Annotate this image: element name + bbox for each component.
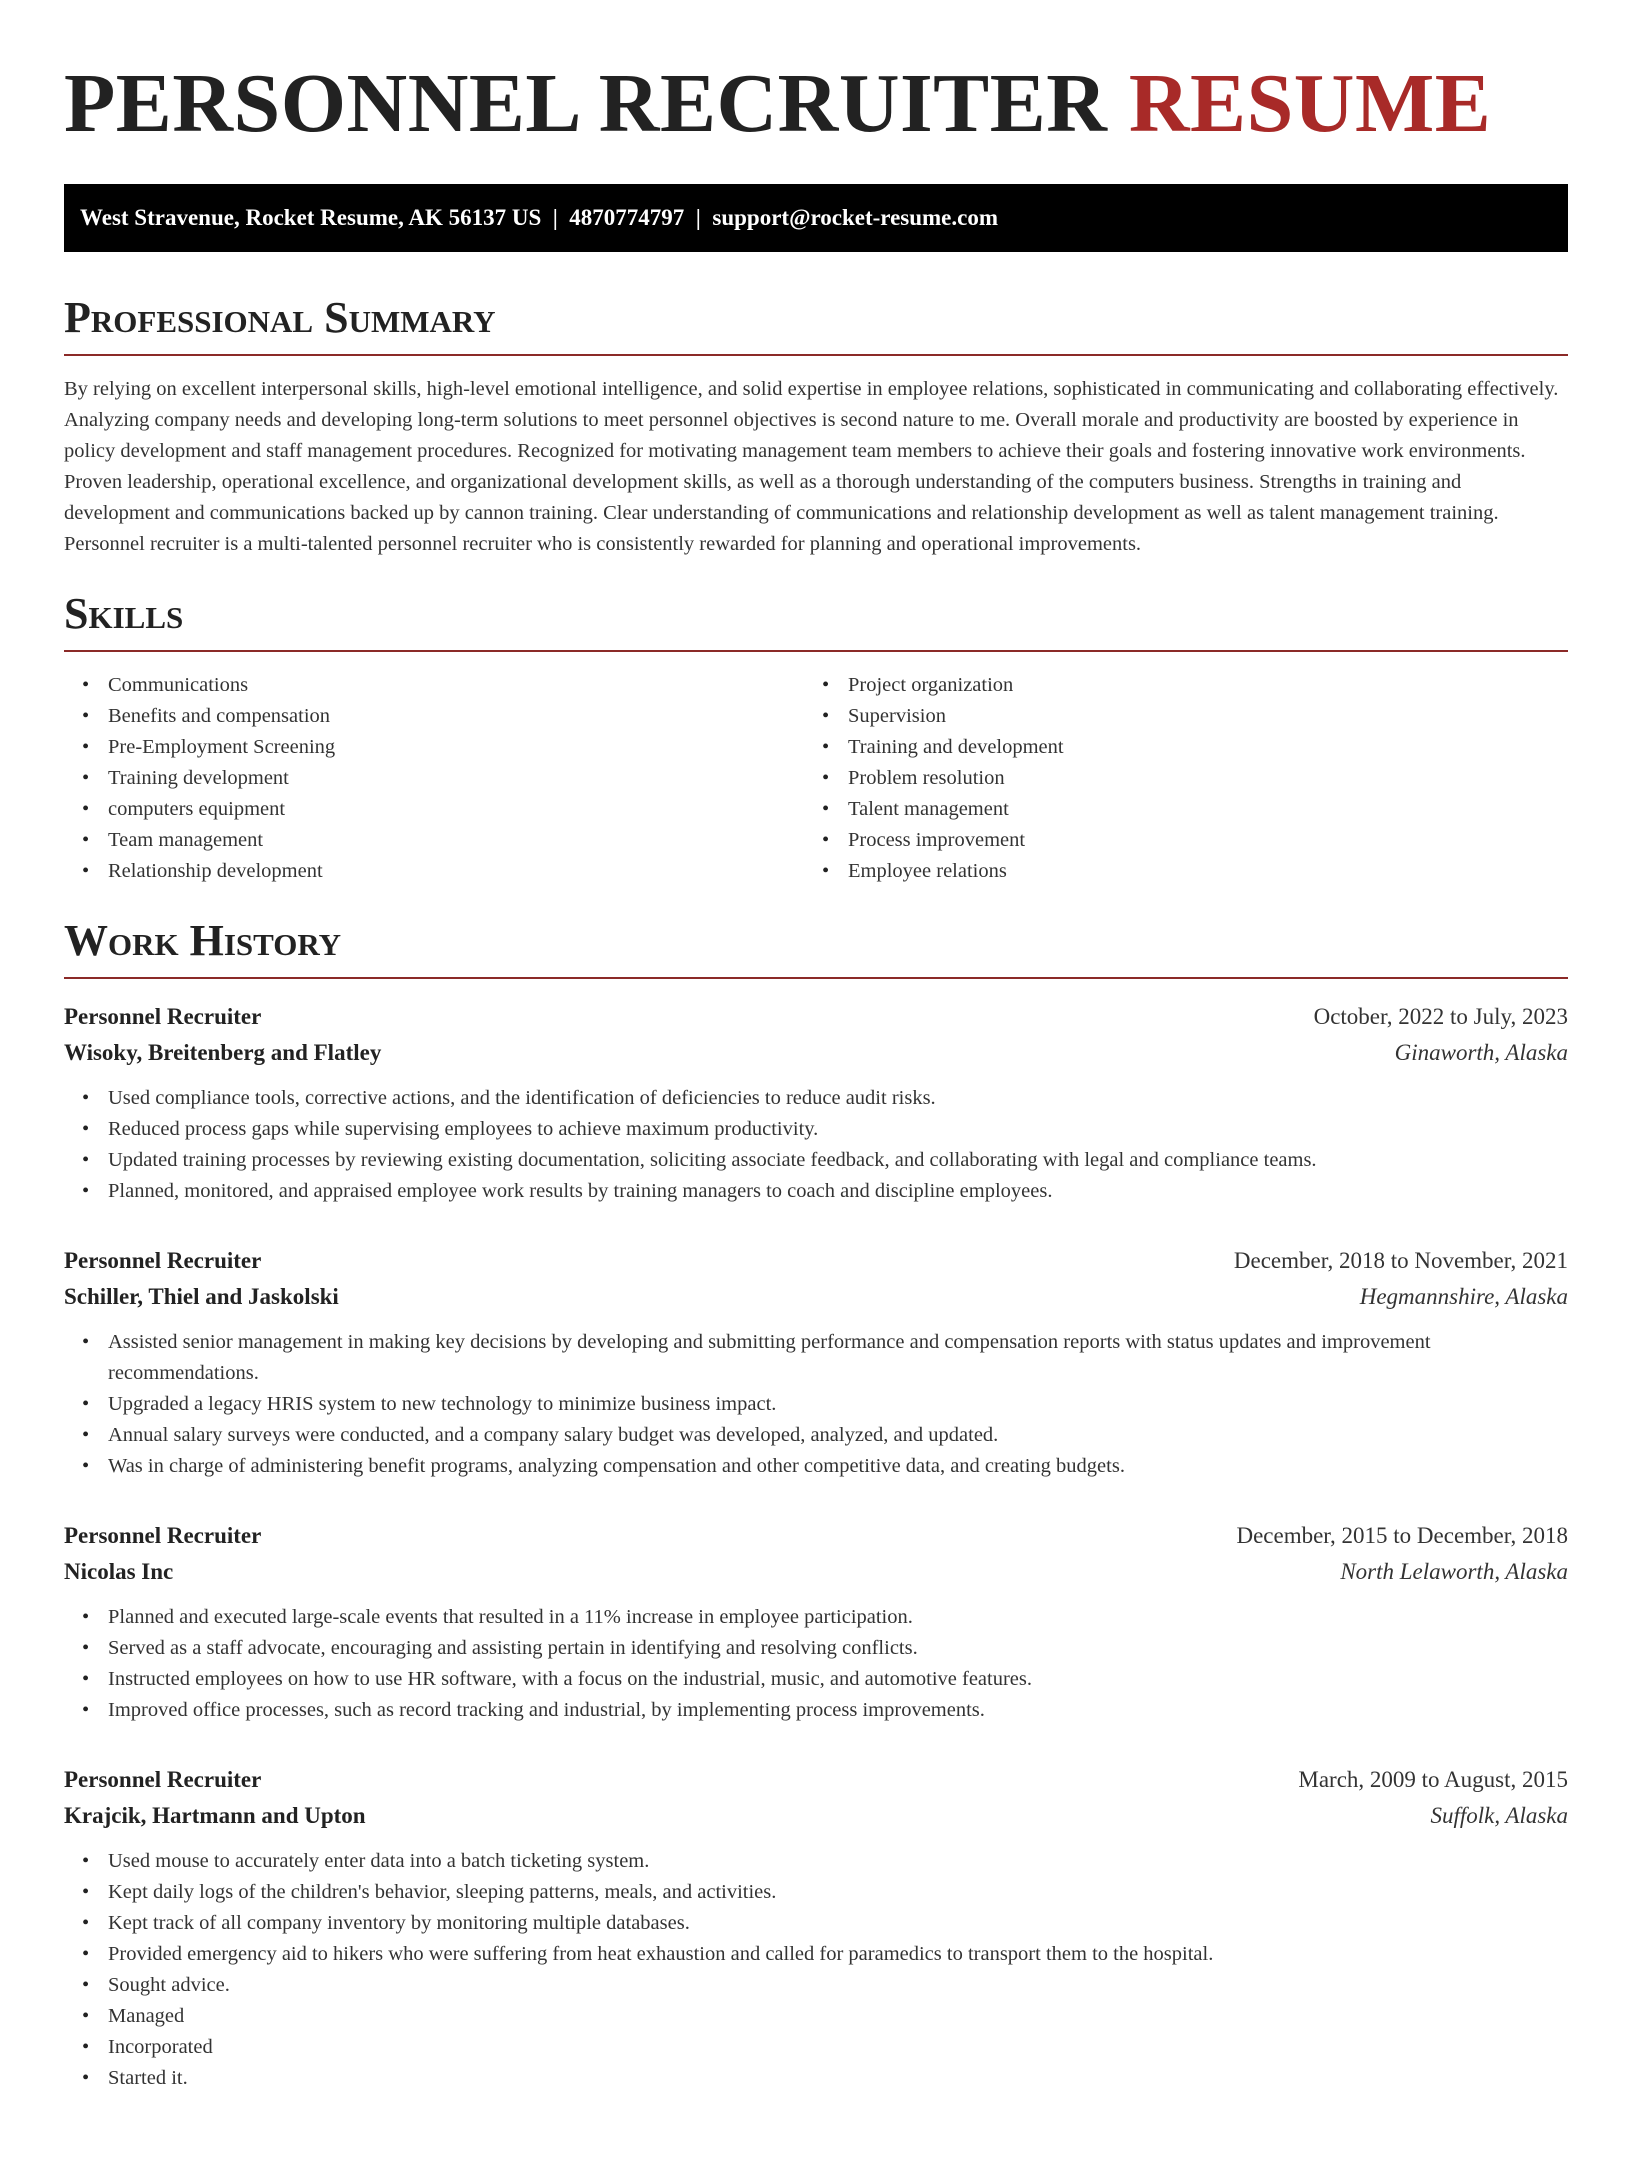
job-dates: March, 2009 to August, 2015 xyxy=(1298,1767,1568,1792)
skill-item: • Process improvement xyxy=(804,825,1544,856)
skill-item: • Training development xyxy=(64,763,804,794)
job-bullet: • Was in charge of administering benefit programs, analyzing compensation and other competitive data, and creating budgets. xyxy=(64,1451,1568,1482)
skill-item: • Employee relations xyxy=(804,856,1544,887)
job-header-row xyxy=(64,1518,1568,1554)
skill-item: • Benefits and compensation xyxy=(64,701,804,732)
job-entry xyxy=(64,999,1568,1207)
job-location: Hegmannshire, Alaska xyxy=(1359,1284,1568,1309)
job-location: Ginaworth, Alaska xyxy=(1394,1040,1568,1065)
skill-item: • Training and development xyxy=(804,732,1544,763)
skills-list-left xyxy=(64,670,804,887)
job-entry xyxy=(64,1243,1568,1482)
skill-item: • Relationship development xyxy=(64,856,804,887)
job-bullet: • Assisted senior management in making key decisions by developing and submitting performance and compensation reports with status updates and improvement recommendations. xyxy=(64,1327,1568,1389)
job-header-row xyxy=(64,1243,1568,1279)
job-bullet: • Planned, monitored, and appraised employee work results by training managers to coach and discipline employees. xyxy=(64,1176,1568,1207)
job-dates: October, 2022 to July, 2023 xyxy=(1313,1004,1568,1029)
job-company-row xyxy=(64,1035,1568,1071)
resume-title-accent: RESUME xyxy=(1128,57,1492,150)
job-title: Personnel Recruiter xyxy=(64,1248,262,1273)
job-bullet: • Sought advice. xyxy=(64,1970,1568,2001)
skills-list-right xyxy=(804,670,1544,887)
job-bullet: • Instructed employees on how to use HR software, with a focus on the industrial, music, and automotive features. xyxy=(64,1664,1568,1695)
resume-page xyxy=(64,57,1568,2094)
job-bullets xyxy=(64,1327,1568,1482)
resume-title-main: PERSONNEL RECRUITER xyxy=(64,57,1108,150)
job-bullet: • Managed xyxy=(64,2001,1568,2032)
job-bullet: • Used mouse to accurately enter data into a batch ticketing system. xyxy=(64,1846,1568,1877)
resume-title xyxy=(64,57,1568,150)
skill-item: • computers equipment xyxy=(64,794,804,825)
contact-bar: West Stravenue, Rocket Resume, AK 56137 US | 4870774797 | support@rocket-resume.com xyxy=(64,184,1568,252)
job-location: Suffolk, Alaska xyxy=(1430,1803,1568,1828)
job-bullet: • Served as a staff advocate, encouraging and assisting pertain in identifying and resolving conflicts. xyxy=(64,1633,1568,1664)
skill-item: • Supervision xyxy=(804,701,1544,732)
company-name: Nicolas Inc xyxy=(64,1559,174,1584)
job-dates: December, 2018 to November, 2021 xyxy=(1233,1248,1568,1273)
company-name: Wisoky, Breitenberg and Flatley xyxy=(64,1040,382,1065)
skill-item: • Talent management xyxy=(804,794,1544,825)
job-bullet: • Used compliance tools, corrective actions, and the identification of deficiencies to reduce audit risks. xyxy=(64,1083,1568,1114)
job-location: North Lelaworth, Alaska xyxy=(1340,1559,1568,1584)
work-history-section xyxy=(64,916,1568,2094)
job-bullet: • Updated training processes by reviewing existing documentation, soliciting associate feedback, and collaborating with legal and compliance teams. xyxy=(64,1145,1568,1176)
company-name: Schiller, Thiel and Jaskolski xyxy=(64,1284,339,1309)
summary-text: By relying on excellent interpersonal skills, high-level emotional intelligence, and solid expertise in employee relations, sophisticated in communicating and collaborating effectively. Analyzing company needs and developing long-term solutions to meet personnel objectives is second nature to me. Overall morale and productivity are boosted by experience in policy development and staff management procedures. Recognized for motivating management team members to achieve their goals and fostering innovative work environments. Proven leadership, operational excellence, and organizational development skills, as well as a thorough understanding of the computers business. Strengths in training and development and communications backed up by cannon training. Clear understanding of communications and relationship development as well as talent management training. Personnel recruiter is a multi-talented personnel recruiter who is consistently rewarded for planning and operational improvements. xyxy=(64,378,1559,555)
skill-item: • Pre-Employment Screening xyxy=(64,732,804,763)
job-bullet: • Kept track of all company inventory by monitoring multiple databases. xyxy=(64,1908,1568,1939)
job-company-row xyxy=(64,1554,1568,1590)
job-title: Personnel Recruiter xyxy=(64,1767,262,1792)
job-bullet: • Upgraded a legacy HRIS system to new technology to minimize business impact. xyxy=(64,1389,1568,1420)
job-bullet: • Annual salary surveys were conducted, and a company salary budget was developed, analyzed, and updated. xyxy=(64,1420,1568,1451)
job-bullet: • Incorporated xyxy=(64,2032,1568,2063)
job-title: Personnel Recruiter xyxy=(64,1004,262,1029)
professional-summary-section xyxy=(64,293,1568,560)
job-entry xyxy=(64,1518,1568,1726)
job-bullet: • Improved office processes, such as record tracking and industrial, by implementing process improvements. xyxy=(64,1695,1568,1726)
job-header-row xyxy=(64,999,1568,1035)
section-heading: Professional Summary xyxy=(64,296,1568,356)
job-company-row xyxy=(64,1279,1568,1315)
job-title: Personnel Recruiter xyxy=(64,1523,262,1548)
skill-item: • Team management xyxy=(64,825,804,856)
job-bullet: • Provided emergency aid to hikers who were suffering from heat exhaustion and called for paramedics to transport them to the hospital. xyxy=(64,1939,1568,1970)
job-bullets xyxy=(64,1846,1568,2094)
skill-item: • Project organization xyxy=(804,670,1544,701)
company-name: Krajcik, Hartmann and Upton xyxy=(64,1803,366,1828)
job-bullet: • Reduced process gaps while supervising employees to achieve maximum productivity. xyxy=(64,1114,1568,1145)
skill-item: • Communications xyxy=(64,670,804,701)
job-bullets xyxy=(64,1083,1568,1207)
skill-item: • Problem resolution xyxy=(804,763,1544,794)
job-entry xyxy=(64,1762,1568,2094)
job-company-row xyxy=(64,1798,1568,1834)
job-bullet: • Planned and executed large-scale events that resulted in a 11% increase in employee participation. xyxy=(64,1602,1568,1633)
job-list xyxy=(64,999,1568,2094)
skills-columns xyxy=(64,670,1568,887)
section-heading: Skills xyxy=(64,592,1568,652)
job-header-row xyxy=(64,1762,1568,1798)
job-bullets xyxy=(64,1602,1568,1726)
job-dates: December, 2015 to December, 2018 xyxy=(1236,1523,1568,1548)
job-bullet: • Kept daily logs of the children's behavior, sleeping patterns, meals, and activities. xyxy=(64,1877,1568,1908)
job-bullet: • Started it. xyxy=(64,2063,1568,2094)
skills-section xyxy=(64,589,1568,887)
section-heading: Work History xyxy=(64,919,1568,979)
